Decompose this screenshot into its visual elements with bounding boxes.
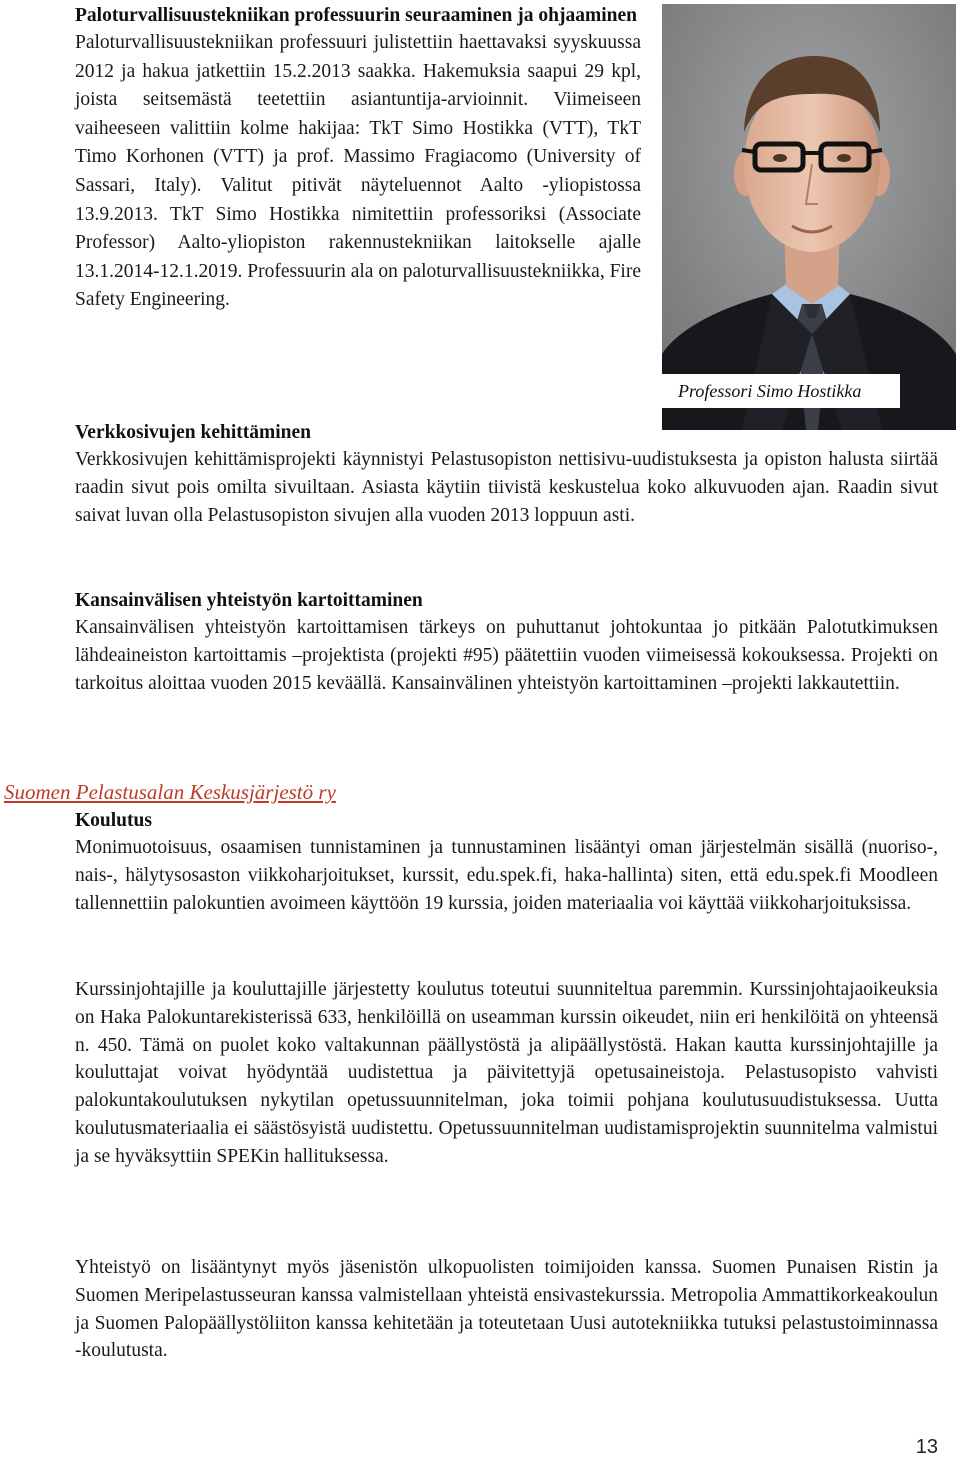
photo-caption: Professori Simo Hostikka: [662, 374, 900, 408]
section-paragraph: Kurssinjohtajille ja kouluttajille järjestetty koulutus toteutui suunniteltua paremmin. Kurssinjohtajaoikeuksia on Haka Palokuntarekisterissä 633, henkilöillä on useamman kurssin oikeudet, niin eri henkilöitä on yhteensä n. 450. Tämä on puolet koko valtakunnan päällystöstä ja alipäällystöstä. Hakan kautta kurssinjohtajille ja kouluttajat voivat hyödyntää uudistettua ja päivitettyjä opetusaineistoja. Pelastusopisto vahvisti palokuntakoulutuksen nykytilan opetussuunnitelman, joka toimii pohjana koulutusuudistuksessa. Uutta koulutusmateriaalia ei säästösyistä uudistettu. Opetussuunnitelman uudistamisprojektin suunnitelma valmistui ja se hyväksyttiin SPEKin hallituksessa.: [75, 979, 938, 1167]
section-body: Paloturvallisuustekniikan professuuri julistettiin haettavaksi syyskuussa 2012 ja hakua jatkettiin 15.2.2013 saakka. Hakemuksia saapui 29 kpl, joista seitsemästä teetettiin asiantuntija-arvioinnit. Viimeiseen vaiheeseen valittiin kolme hakijaa: TkT Simo Hostikka (VTT), TkT Timo Korhonen (VTT) ja prof. Massimo Fragiacomo (University of Sassari, Italy). Valitut pitivät näyteluennot Aalto -yliopistossa 13.9.2013. TkT Simo Hostikka nimitettiin professoriksi (Associate Professor) Aalto-yliopiston rakennustekniikan laitokselle ajalle 13.1.2014-12.1.2019. Professuurin ala on paloturvallisuustekniikka, Fire Safety Engineering.: [75, 32, 641, 311]
portrait-illustration: [662, 4, 956, 430]
section-paragraph: Monimuotoisuus, osaamisen tunnistaminen ja tunnustaminen lisääntyi oman järjestelmän sisällä (nuoriso-, nais-, hälytysosaston viikkoharjoitukset, kurssit, edu.spek.fi, haka-hallinta) siten, että edu.spek.fi Moodleen tallennettiin palokuntien avoimeen käyttöön 19 kurssia, joiden materiaalia voi käyttää viikkoharjoituksissa.: [75, 837, 938, 914]
section-professorship: [75, 2, 641, 315]
page-number: 13: [915, 1436, 938, 1458]
organization-title-link[interactable]: Suomen Pelastusalan Keskusjärjestö ry: [4, 780, 336, 804]
section-heading: Koulutus: [75, 810, 152, 831]
section-training: [75, 807, 938, 917]
section-international-cooperation: [75, 587, 938, 697]
section-web-development: [75, 419, 938, 529]
portrait-photo: [662, 4, 956, 430]
section-heading: Verkkosivujen kehittäminen: [75, 422, 312, 443]
section-body: Kansainvälisen yhteistyön kartoittamisen tärkeys on puhuttanut johtokuntaa jo pitkään Palotutkimuksen lähdeaineiston kartoittamis –projektista (projekti #95) päätettiin vuoden viimeisessä kokouksessa. Projekti on tarkoitus aloittaa vuoden 2015 keväällä. Kansainvälinen yhteistyön kartoittaminen –projekti lakkautettiin.: [75, 617, 938, 694]
section-heading: Kansainvälisen yhteistyön kartoittaminen: [75, 590, 423, 611]
section-body: Verkkosivujen kehittämisprojekti käynnistyi Pelastusopiston nettisivu-uudistuksesta ja opiston halusta siirtää raadin sivut pois omilta sivuiltaan. Asiasta käytiin tiivistä keskustelua koko alkuvuoden ajan. Raadin sivut saivat luvan olla Pelastusopiston sivujen alla vuoden 2013 loppuun asti.: [75, 449, 938, 526]
section-heading: Paloturvallisuustekniikan professuurin seuraaminen ja ohjaaminen: [75, 5, 637, 26]
section-paragraph: Yhteistyö on lisääntynyt myös jäsenistön ulkopuolisten toimijoiden kanssa. Suomen Punaisen Ristin ja Suomen Meripelastusseuran kanssa valmistellaan yhteistä ensivastekurssia. Metropolia Ammattikorkeakoulun ja Suomen Palopäällystöliiton kanssa kehitetään ja toteutetaan Uusi autotekniikka tutuksi pelastustoiminnassa -koulutusta.: [75, 1257, 938, 1362]
